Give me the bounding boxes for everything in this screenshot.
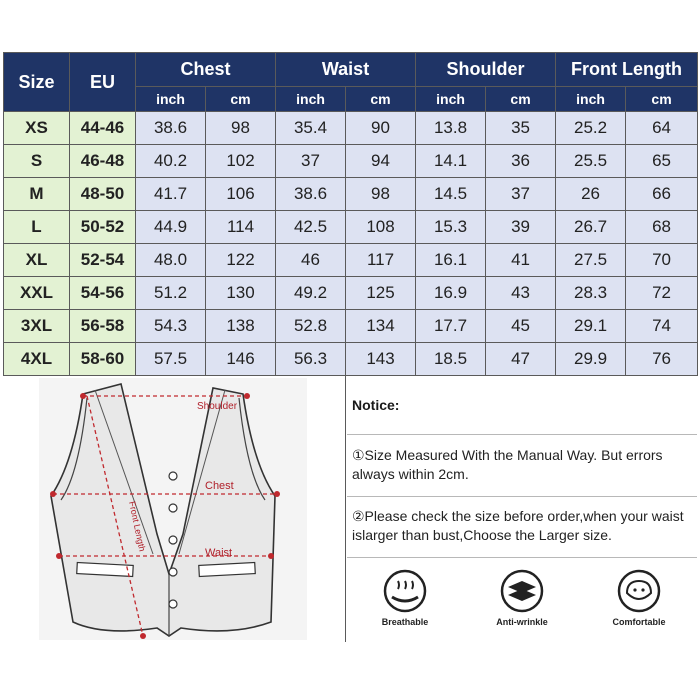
measurement-cell: 138 xyxy=(206,310,276,343)
unit-header: inch xyxy=(416,87,486,112)
unit-header: inch xyxy=(276,87,346,112)
vest-diagram-panel xyxy=(3,374,346,642)
measurement-cell: 57.5 xyxy=(136,343,206,376)
table-row xyxy=(4,310,698,343)
measurement-cell: 125 xyxy=(346,277,416,310)
notice-item-1: ①Size Measured With the Manual Way. But errors always within 2cm. xyxy=(352,447,663,482)
divider xyxy=(347,557,697,558)
table-row xyxy=(4,277,698,310)
button-icon xyxy=(169,504,177,512)
feature-comfortable xyxy=(599,569,679,627)
measurement-cell: 65 xyxy=(626,145,698,178)
measurement-cell: 39 xyxy=(486,211,556,244)
measurement-cell: 15.3 xyxy=(416,211,486,244)
measurement-cell: 37 xyxy=(486,178,556,211)
vest-diagram xyxy=(3,374,346,642)
measurement-cell: 17.7 xyxy=(416,310,486,343)
measurement-cell: 29.1 xyxy=(556,310,626,343)
measurement-cell: 54.3 xyxy=(136,310,206,343)
measurement-cell: 74 xyxy=(626,310,698,343)
eu-cell: 52-54 xyxy=(70,244,136,277)
left-pocket xyxy=(77,563,133,577)
measurement-cell: 76 xyxy=(626,343,698,376)
eu-cell: 46-48 xyxy=(70,145,136,178)
size-cell: 3XL xyxy=(4,310,70,343)
unit-header: inch xyxy=(556,87,626,112)
notice-panel xyxy=(347,374,697,642)
waist-header: Waist xyxy=(276,53,416,87)
measurement-cell: 37 xyxy=(276,145,346,178)
measurement-cell: 40.2 xyxy=(136,145,206,178)
measurement-cell: 44.9 xyxy=(136,211,206,244)
measurement-cell: 38.6 xyxy=(276,178,346,211)
table-row xyxy=(4,211,698,244)
measurement-cell: 68 xyxy=(626,211,698,244)
measurement-cell: 25.5 xyxy=(556,145,626,178)
notice-item-2: ②Please check the size before order,when your waist islarger than bust,Choose the Larger size. xyxy=(352,508,684,543)
measurement-cell: 114 xyxy=(206,211,276,244)
notice-title: Notice: xyxy=(352,397,400,413)
size-cell: M xyxy=(4,178,70,211)
table-row xyxy=(4,145,698,178)
measurement-cell: 134 xyxy=(346,310,416,343)
unit-header: cm xyxy=(206,87,276,112)
eu-cell: 50-52 xyxy=(70,211,136,244)
measurement-cell: 102 xyxy=(206,145,276,178)
feature-breathable xyxy=(365,569,445,627)
size-cell: XXL xyxy=(4,277,70,310)
measurement-cell: 28.3 xyxy=(556,277,626,310)
measurement-cell: 46 xyxy=(276,244,346,277)
table-row xyxy=(4,343,698,376)
comfortable-icon xyxy=(612,569,666,613)
table-row xyxy=(4,112,698,145)
measurement-cell: 26.7 xyxy=(556,211,626,244)
unit-header: cm xyxy=(626,87,698,112)
eu-header: EU xyxy=(70,53,136,112)
eu-cell: 48-50 xyxy=(70,178,136,211)
measurement-cell: 117 xyxy=(346,244,416,277)
eu-cell: 56-58 xyxy=(70,310,136,343)
eu-cell: 54-56 xyxy=(70,277,136,310)
size-cell: S xyxy=(4,145,70,178)
shoulder-header: Shoulder xyxy=(416,53,556,87)
table-row xyxy=(4,178,698,211)
chest-header: Chest xyxy=(136,53,276,87)
eu-cell: 44-46 xyxy=(70,112,136,145)
right-pocket xyxy=(199,563,255,577)
feature-anti-wrinkle xyxy=(482,569,562,627)
measurement-cell: 18.5 xyxy=(416,343,486,376)
measurement-cell: 49.2 xyxy=(276,277,346,310)
measurement-cell: 98 xyxy=(346,178,416,211)
chest-label: Chest xyxy=(205,480,234,492)
measurement-cell: 98 xyxy=(206,112,276,145)
front-length-header: Front Length xyxy=(556,53,698,87)
waist-label: Waist xyxy=(205,547,233,559)
measurement-cell: 94 xyxy=(346,145,416,178)
feature-label: Breathable xyxy=(381,617,429,627)
measurement-cell: 43 xyxy=(486,277,556,310)
measurement-cell: 14.5 xyxy=(416,178,486,211)
feature-label: Anti-wrinkle xyxy=(496,617,548,627)
size-chart-table xyxy=(3,52,698,376)
front-length-label: Front Length xyxy=(127,500,148,553)
unit-header: inch xyxy=(136,87,206,112)
measurement-cell: 51.2 xyxy=(136,277,206,310)
measurement-cell: 56.3 xyxy=(276,343,346,376)
size-cell: L xyxy=(4,211,70,244)
measurement-cell: 108 xyxy=(346,211,416,244)
measurement-cell: 47 xyxy=(486,343,556,376)
measurement-cell: 90 xyxy=(346,112,416,145)
measurement-cell: 70 xyxy=(626,244,698,277)
table-row xyxy=(4,244,698,277)
divider xyxy=(347,496,697,497)
feature-label: Comfortable xyxy=(612,617,666,627)
measurement-cell: 146 xyxy=(206,343,276,376)
measurement-cell: 13.8 xyxy=(416,112,486,145)
measurement-cell: 16.9 xyxy=(416,277,486,310)
size-cell: XS xyxy=(4,112,70,145)
measurement-cell: 36 xyxy=(486,145,556,178)
measurement-cell: 26 xyxy=(556,178,626,211)
measurement-cell: 35 xyxy=(486,112,556,145)
measurement-cell: 42.5 xyxy=(276,211,346,244)
measurement-cell: 41 xyxy=(486,244,556,277)
measurement-cell: 143 xyxy=(346,343,416,376)
measurement-cell: 64 xyxy=(626,112,698,145)
unit-header: cm xyxy=(486,87,556,112)
measurement-cell: 25.2 xyxy=(556,112,626,145)
button-icon xyxy=(169,568,177,576)
measurement-cell: 38.6 xyxy=(136,112,206,145)
size-cell: 4XL xyxy=(4,343,70,376)
measurement-cell: 130 xyxy=(206,277,276,310)
measurement-cell: 48.0 xyxy=(136,244,206,277)
anti-wrinkle-icon xyxy=(495,569,549,613)
button-icon xyxy=(169,472,177,480)
measurement-cell: 106 xyxy=(206,178,276,211)
measurement-cell: 52.8 xyxy=(276,310,346,343)
size-cell: XL xyxy=(4,244,70,277)
eu-cell: 58-60 xyxy=(70,343,136,376)
measurement-cell: 29.9 xyxy=(556,343,626,376)
button-icon xyxy=(169,536,177,544)
measurement-cell: 122 xyxy=(206,244,276,277)
measurement-cell: 41.7 xyxy=(136,178,206,211)
measurement-cell: 35.4 xyxy=(276,112,346,145)
breathable-icon xyxy=(378,569,432,613)
measurement-cell: 27.5 xyxy=(556,244,626,277)
unit-header: cm xyxy=(346,87,416,112)
measurement-cell: 14.1 xyxy=(416,145,486,178)
measurement-cell: 16.1 xyxy=(416,244,486,277)
info-section xyxy=(3,374,697,642)
measurement-cell: 45 xyxy=(486,310,556,343)
measurement-cell: 72 xyxy=(626,277,698,310)
divider xyxy=(347,434,697,435)
size-header: Size xyxy=(4,53,70,112)
measurement-cell: 66 xyxy=(626,178,698,211)
button-icon xyxy=(169,600,177,608)
shoulder-label: Shoulder xyxy=(197,401,238,412)
